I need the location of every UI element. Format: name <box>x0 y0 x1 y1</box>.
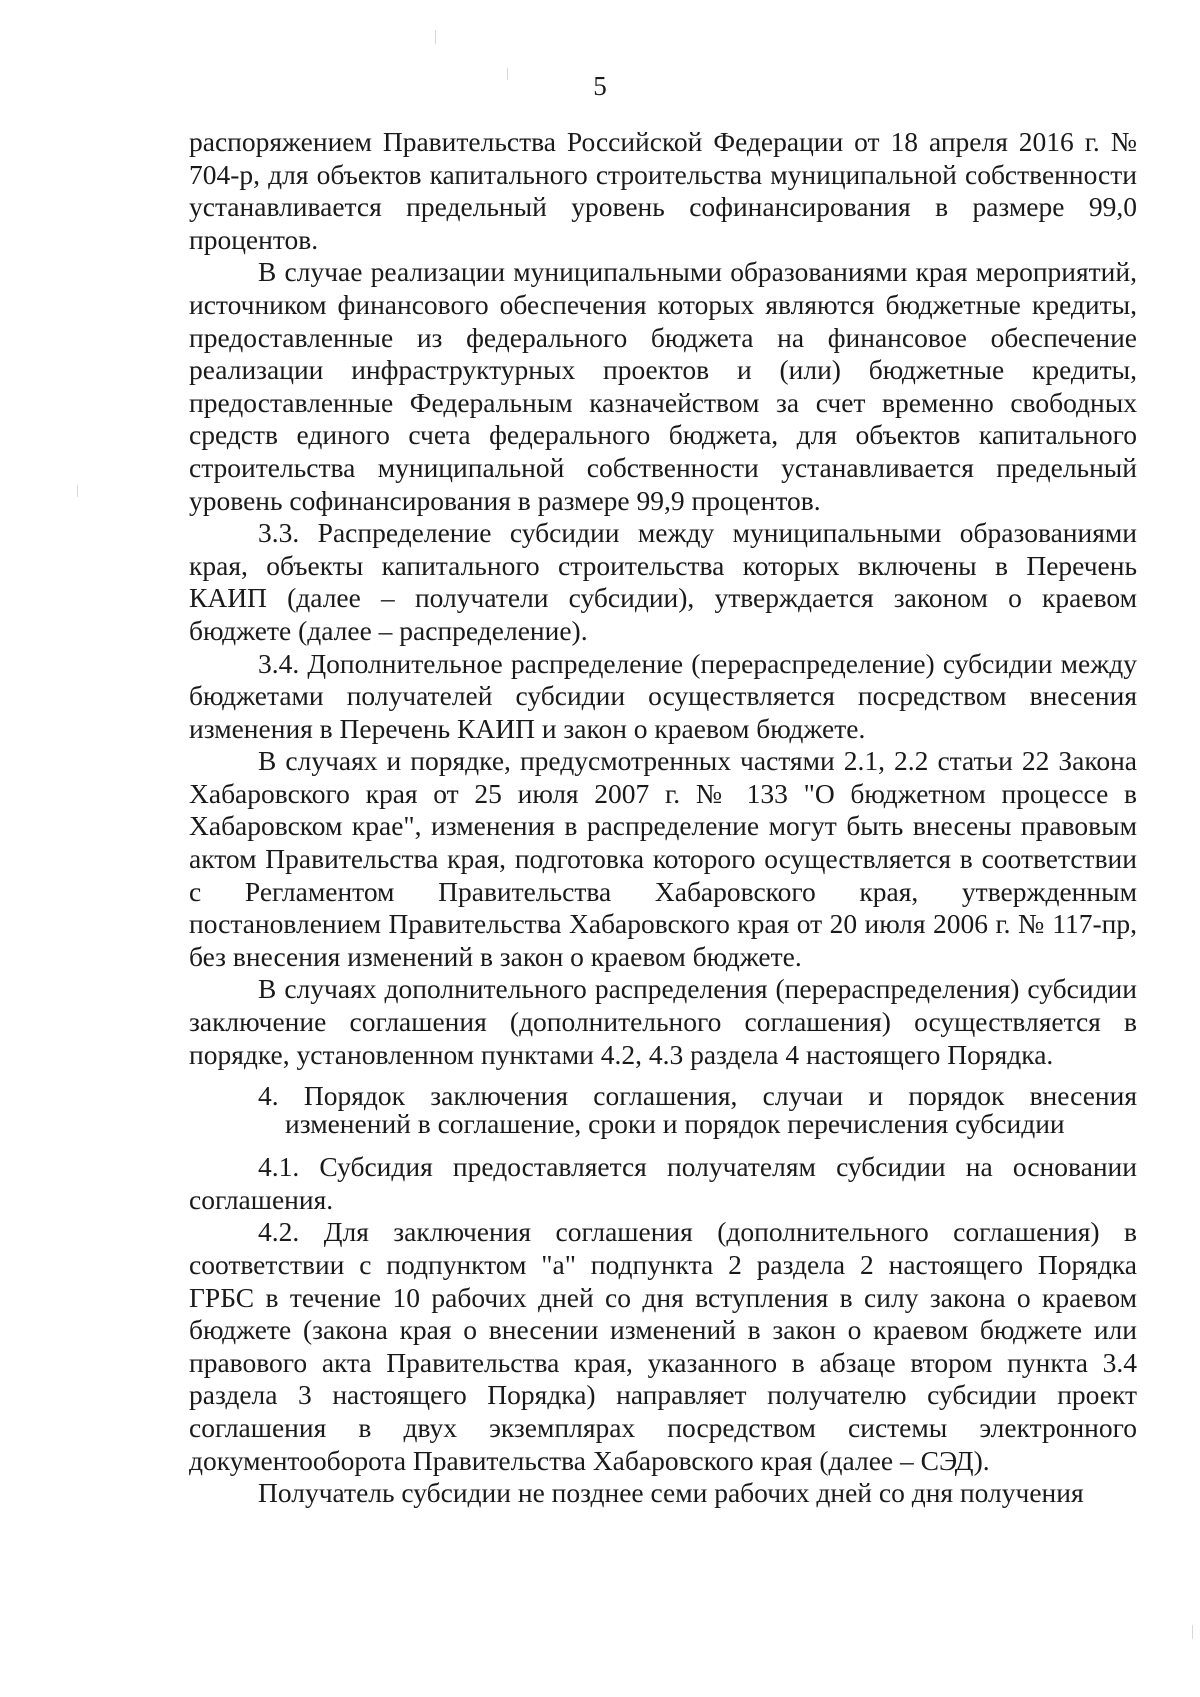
section-heading <box>189 1082 1137 1138</box>
scan-artifact-line <box>1192 1625 1193 1639</box>
paragraph: 4.1. Субсидия предоставляется получателям субсидии на основании соглашения. <box>189 1151 1137 1215</box>
scan-artifact-line <box>77 485 78 497</box>
paragraph: В случае реализации муниципальными образованиями края мероприятий, источником финансового обеспечения которых являются бюджетные кредиты, предоставленные из федерального бюджета на финансовое обеспечение реализации инфраструктурных проектов и (или) бюджетные кредиты, предоставленные Федеральным казначейством за счет временно свободных средств единого счета федерального бюджета, для объектов капитального строительства муниципальной собственности устанавливается предельный уровень софинансирования в размере 99,9 процентов. <box>189 256 1137 516</box>
section-heading-number: 4. <box>258 1080 279 1112</box>
page-number: 5 <box>593 71 607 101</box>
paragraph: В случаях дополнительного распределения (перераспределения) субсидии заключение соглашения (дополнительного соглашения) осуществляется в порядке, установленном пунктами 4.2, 4.3 раздела 4 настоящего Порядка. <box>189 973 1137 1070</box>
paragraph: В случаях и порядке, предусмотренных частями 2.1, 2.2 статьи 22 Закона Хабаровского края от 25 июля 2007 г. № 133 "О бюджетном процессе в Хабаровском крае", изменения в распределение могут быть внесены правовым актом Правительства края, подготовка которого осуществляется в соответствии с Регламентом Правительства Хабаровского края, утвержденным постановлением Правительства Хабаровского края от 20 июля 2006 г. № 117-пр, без внесения изменений в закон о краевом бюджете. <box>189 745 1137 972</box>
paragraph: Получатель субсидии не позднее семи рабочих дней со дня получения <box>258 1477 1084 1509</box>
paragraph: распоряжением Правительства Российской Федерации от 18 апреля 2016 г. № 704-р, для объектов капитального строительства муниципальной собственности устанавливается предельный уровень софинансирования в размере 99,0 процентов. <box>189 126 1137 255</box>
section-heading-text: Порядок заключения соглашения, случаи и порядок внесения изменений в соглашение, сроки и порядок перечисления субсидии <box>285 1080 1137 1140</box>
document-body <box>189 126 1137 1510</box>
paragraph: 4.2. Для заключения соглашения (дополнительного соглашения) в соответствии с подпунктом "а" подпункта 2 раздела 2 настоящего Порядка ГРБС в течение 10 рабочих дней со дня вступления в силу закона о краевом бюджете (закона края о внесении изменений в закон о краевом бюджете или правового акта Правительства края, указанного в абзаце втором пункта 3.4 раздела 3 настоящего Порядка) направляет получателю субсидии проект соглашения в двух экземплярах посредством системы электронного документооборота Правительства Хабаровского края (далее – СЭД). <box>189 1216 1137 1476</box>
paragraph: 3.4. Дополнительное распределение (перераспределение) субсидии между бюджетами получателей субсидии осуществляется посредством внесения изменения в Перечень КАИП и закон о краевом бюджете. <box>189 647 1137 744</box>
paragraph: 3.3. Распределение субсидии между муниципальными образованиями края, объекты капитального строительства которых включены в Перечень КАИП (далее – получатели субсидии), утверждается законом о краевом бюджете (далее – распределение). <box>189 517 1137 646</box>
scan-artifact-line <box>435 30 436 44</box>
